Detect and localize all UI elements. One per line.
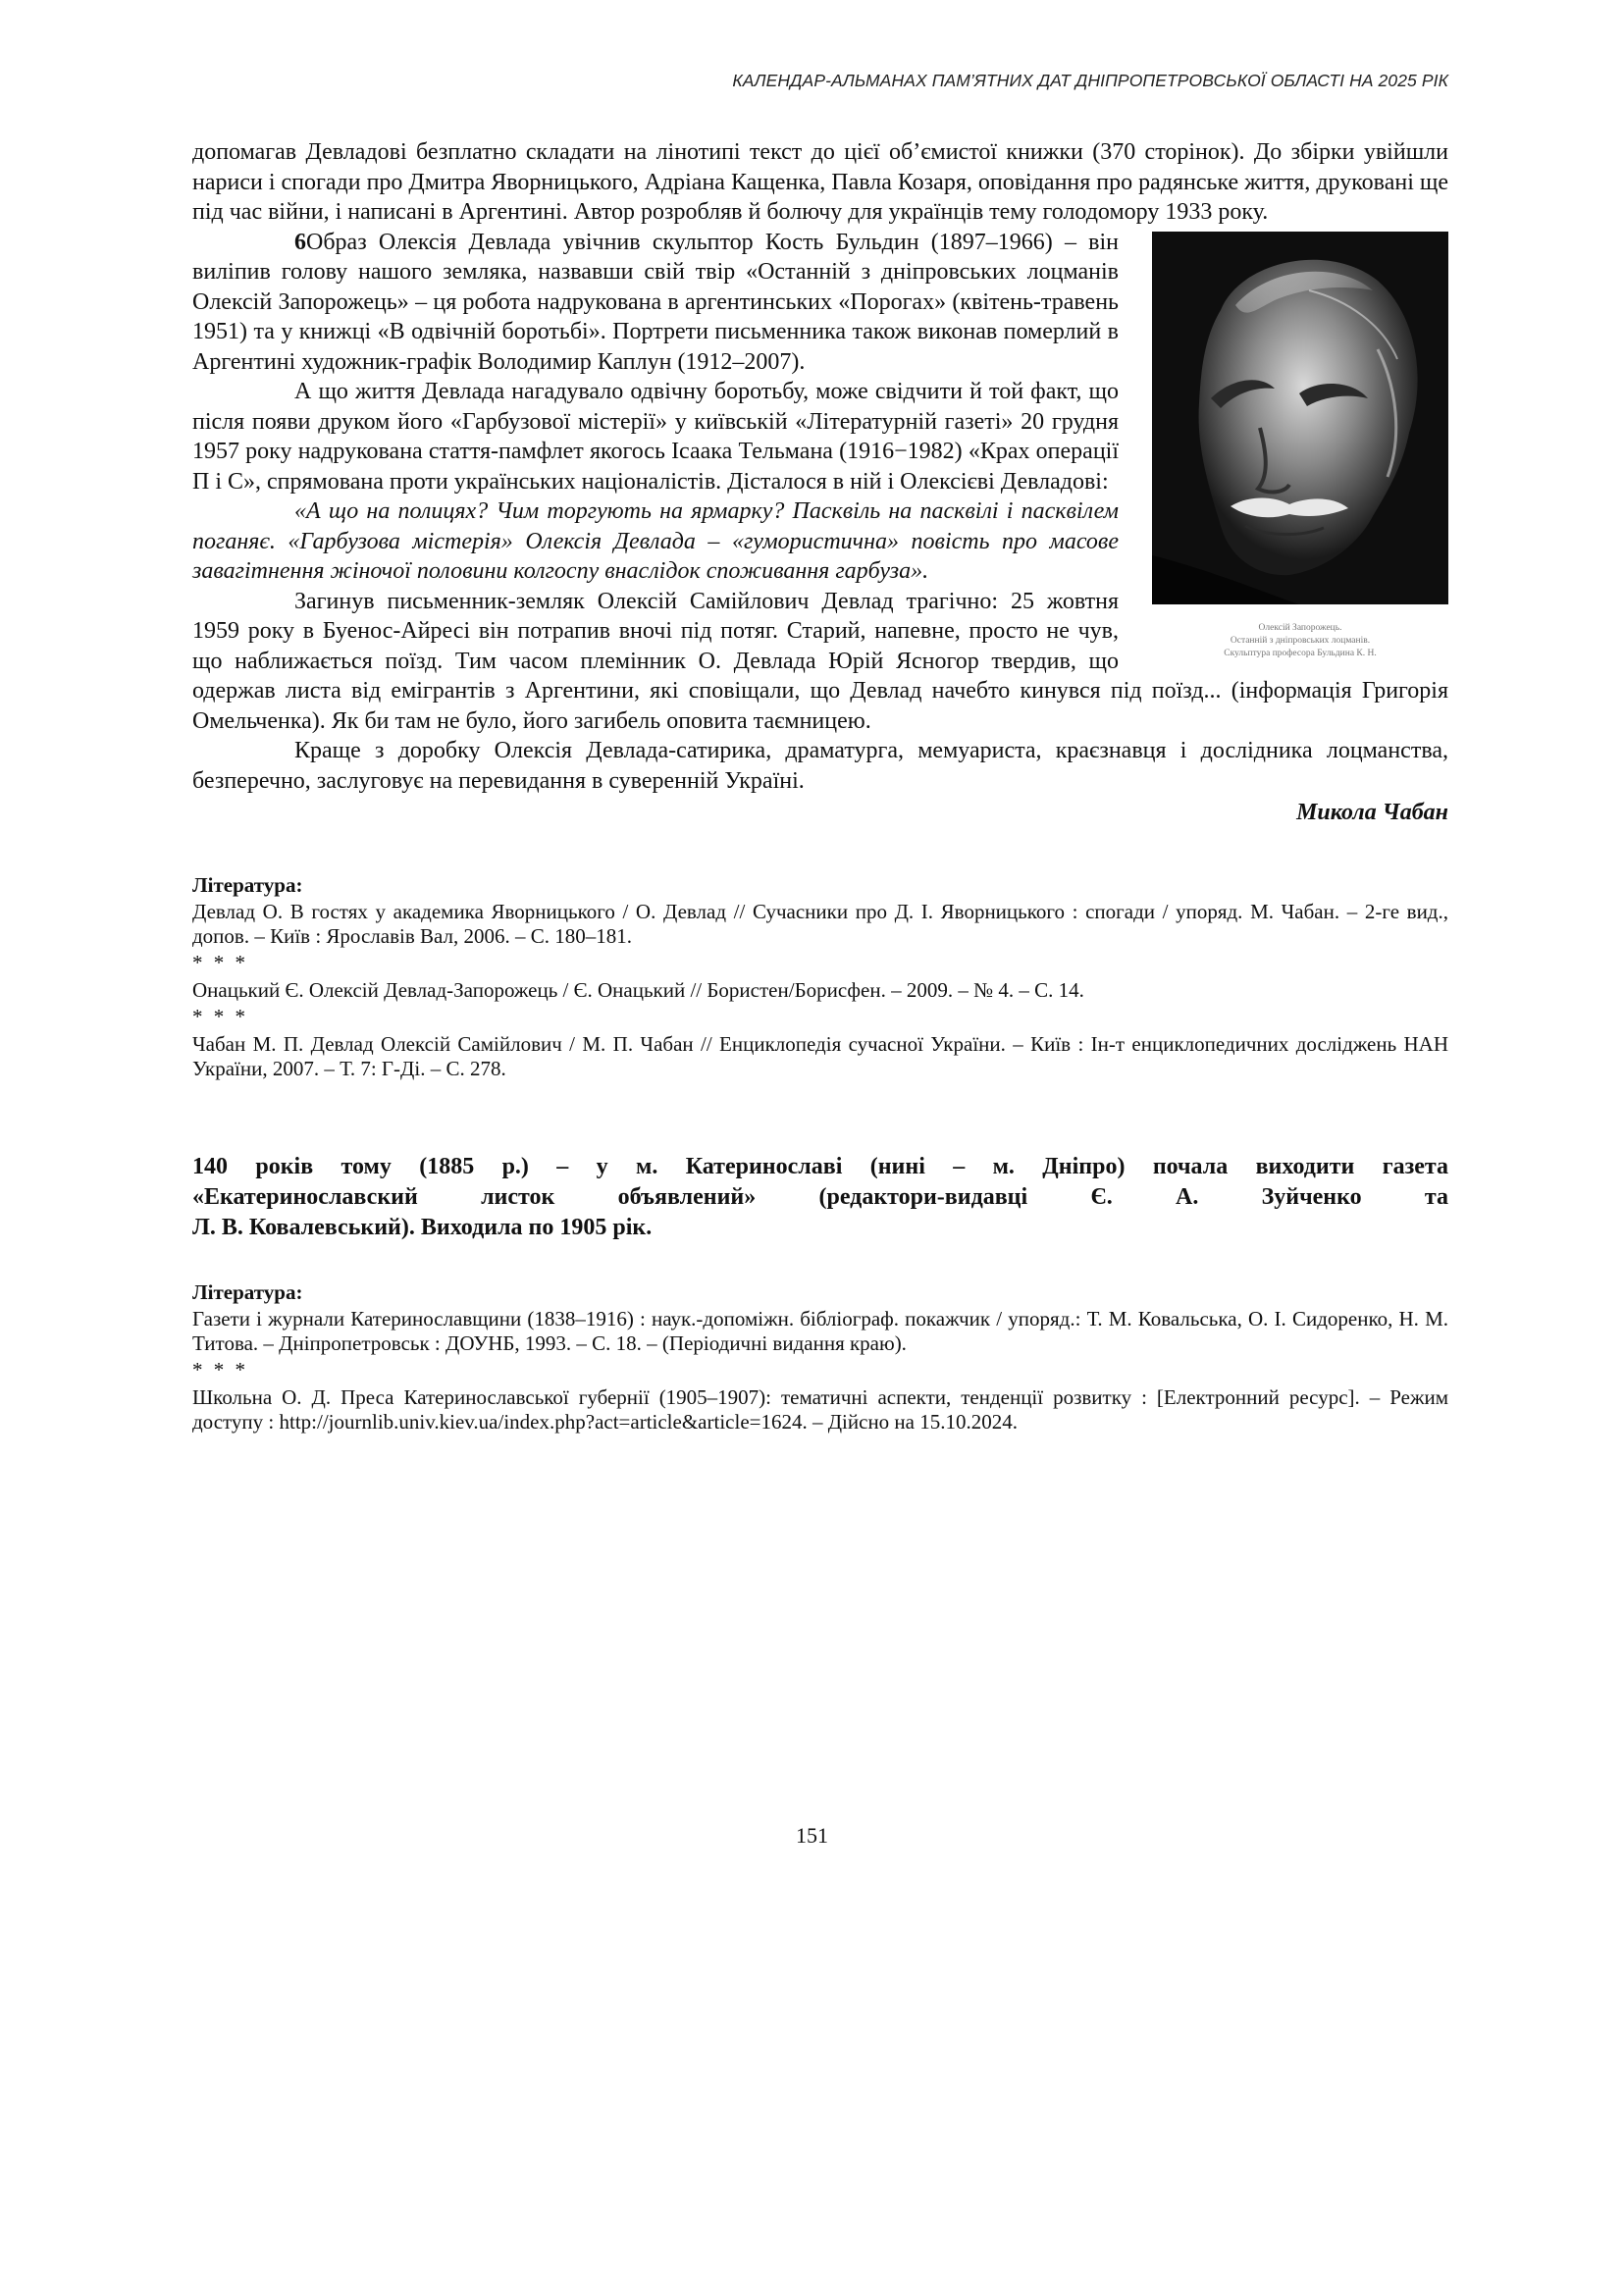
caption-line: Останній з дніпровських лоцманів.	[1230, 635, 1371, 646]
quote: «А що на полицях? Чим торгують на ярмарку? Пасквіль на пасквілі і пасквілем поганяє. «Гарбузова містерія» Олексія Девлада – «гумористична» повість про масове завагітнення жіночої половини колгоспу внаслідок споживання гарбуза».	[192, 498, 1119, 584]
paragraph-conclusion: Краще з доробку Олексія Девлада-сатирика, драматурга, мемуариста, краєзнавця і дослідника лоцманства, безперечно, заслуговує на перевидання в суверенній Україні.	[192, 738, 1448, 794]
wrapped-section	[192, 228, 1448, 658]
literature-entry: Газети і журнали Катеринославщини (1838–1916) : наук.-допоміжн. бібліограф. покажчик / упоряд.: Т. М. Ковальська, О. І. Сидоренко, Н. М. Титова. – Дніпропетровськ : ДОУНБ, 1993. – С. 18. – (Періодичні видання краю).	[192, 1306, 1448, 1355]
event-line: «Екатеринославский листок объявлений» (редактори-видавці Є. А. Зуйченко та	[192, 1183, 1448, 1210]
page-number: 151	[796, 1823, 828, 1848]
running-title: КАЛЕНДАР-АЛЬМАНАХ ПАМ’ЯТНИХ ДАТ ДНІПРОПЕТРОВСЬКОЇ ОБЛАСТІ НА 2025 РІК	[732, 71, 1448, 90]
event-line: Л. В. Ковалевський). Виходила по 1905 рік.	[192, 1214, 653, 1240]
footnote-marker: 6	[294, 229, 306, 255]
literature-entry: Онацький Є. Олексій Девлад-Запорожець / Є. Онацький // Бористен/Борисфен. – 2009. – № 4. – С. 14.	[192, 977, 1084, 1002]
figure-caption	[1152, 622, 1448, 660]
caption-line: Скульптура професора Бульдина К. Н.	[1224, 648, 1377, 658]
paragraph-sculptor-text: Образ Олексія Девлада увічнив скульптор Кость Бульдин (1897–1966) – він виліпив голову нашого земляка, назвавши свій твір «Останній з дніпровських лоцманів Олексій Запорожець» – ця робота надрукована в аргентинських «Порогах» (квітень-травень 1951) та у книжці «В одвічній боротьбі». Портрети письменника також виконав померлий в Аргентині художник-графік Володимир Каплун (1912–2007).	[192, 229, 1119, 375]
caption-line: Олексій Запорожець.	[1258, 622, 1342, 633]
literature-section-1	[192, 873, 1448, 1081]
paragraph-continued: допомагав Девладові безплатно складати на лінотипі текст до цієї об’ємистої книжки (370 сторінок). До збірки увійшли нариси і спогади про Дмитра Яворницького, Адріана Кащенка, Павла Козаря, оповідання про радянське життя, друковані ще під час війни, і написані в Аргентині. Автор розробляв й болючу для українців тему голодомору 1933 року.	[192, 139, 1448, 225]
literature-heading: Література:	[192, 1279, 303, 1304]
article-author: Микола Чабан	[1296, 800, 1448, 825]
sculpture-photo	[1152, 232, 1448, 604]
page-content	[192, 137, 1448, 1434]
sculpture-figure	[1152, 232, 1448, 660]
paragraph-struggle: А що життя Девлада нагадувало одвічну боротьбу, може свідчити й той факт, що після появи друком його «Гарбузової містерії» у київській «Літературній газеті» 20 грудня 1957 року надрукована стаття-памфлет якогось Ісаака Тельмана (1916−1982) «Крах операції П і С», спрямована проти українських націоналістів. Дісталося в ній і Олексієві Девладові:	[192, 379, 1119, 495]
event-line: 140 років тому (1885 р.) – у м. Катеринославі (нині – м. Дніпро) почала виходити газета	[192, 1153, 1448, 1179]
literature-entry: Девлад О. В гостях у академика Яворницького / О. Девлад // Сучасники про Д. І. Яворницького : спогади / упоряд. М. Чабан. – 2-ге вид., допов. – Київ : Ярославів Вал, 2006. – С. 180–181.	[192, 899, 1448, 948]
entry-separator: * * *	[192, 950, 248, 974]
paragraph-death: Загинув письменник-земляк Олексій Самійлович Девлад трагічно: 25 жовтня 1959 року в Буенос-Айресі він потрапив вночі під потяг. Старий, напевне, просто не чув, що наближається поїзд. Тим часом племінник О. Девлада Юрій Ясногор твердив, що одержав листа від емігрантів з Аргентини, які сповіщали, що Девлад начебто кинувся під поїзд... (інформація Григорія Омельченка). Як би там не було, його загибель оповита таємницею.	[192, 588, 1448, 734]
literature-entry: Чабан М. П. Девлад Олексій Самійлович / М. П. Чабан // Енциклопедія сучасної України. – Київ : Ін-т енциклопедичних досліджень НАН України, 2007. – Т. 7: Г-Ді. – С. 278.	[192, 1031, 1448, 1080]
literature-section-2	[192, 1280, 1448, 1434]
event-heading	[192, 1152, 1448, 1243]
entry-separator: * * *	[192, 1357, 248, 1382]
literature-heading: Література:	[192, 872, 303, 897]
entry-separator: * * *	[192, 1004, 248, 1028]
literature-entry: Школьна О. Д. Преса Катеринославської губернії (1905–1907): тематичні аспекти, тенденції розвитку : [Електронний ресурс]. – Режим доступу : http://journlib.univ.kiev.ua/index.php?act=article&article=1624. – Дійсно на 15.10.2024.	[192, 1384, 1448, 1434]
